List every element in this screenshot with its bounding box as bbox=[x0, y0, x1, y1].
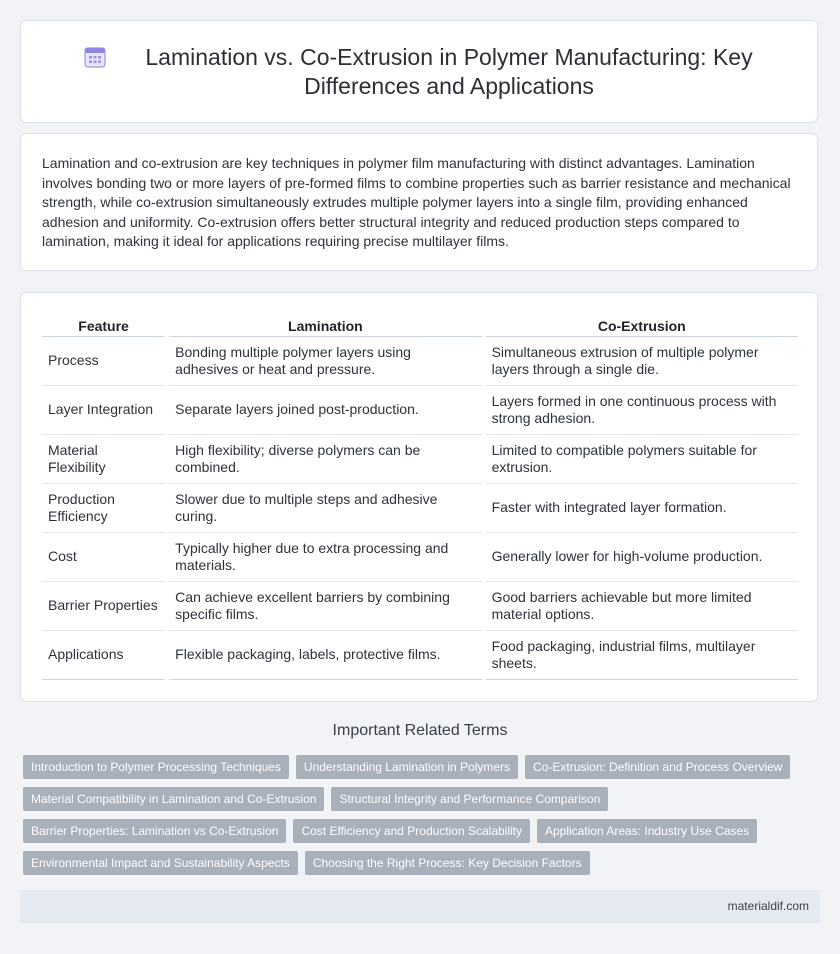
footer-site[interactable]: materialdif.com bbox=[727, 899, 809, 913]
comparison-table-card bbox=[20, 292, 818, 702]
footer bbox=[20, 890, 820, 923]
header-co-extrusion: Co-Extrusion bbox=[486, 316, 798, 337]
related-term-tag[interactable]: Understanding Lamination in Polymers bbox=[296, 755, 518, 779]
co-extrusion-cell: Layers formed in one continuous process with strong adhesion. bbox=[486, 386, 798, 435]
related-term-tag[interactable]: Cost Efficiency and Production Scalability bbox=[293, 819, 530, 843]
feature-cell: Applications bbox=[42, 631, 165, 680]
feature-cell: Production Efficiency bbox=[42, 484, 165, 533]
calendar-grid-icon bbox=[84, 46, 106, 68]
table-header-row bbox=[42, 316, 798, 337]
feature-cell: Process bbox=[42, 337, 165, 386]
feature-cell: Barrier Properties bbox=[42, 582, 165, 631]
related-term-tag[interactable]: Material Compatibility in Lamination and Co-Extrusion bbox=[23, 787, 324, 811]
table-row bbox=[42, 386, 798, 435]
co-extrusion-cell: Faster with integrated layer formation. bbox=[486, 484, 798, 533]
table-row bbox=[42, 631, 798, 680]
feature-cell: Cost bbox=[42, 533, 165, 582]
table-row bbox=[42, 435, 798, 484]
related-terms-row bbox=[23, 755, 803, 779]
related-terms-list bbox=[23, 755, 803, 883]
lamination-cell: Slower due to multiple steps and adhesive curing. bbox=[169, 484, 481, 533]
feature-cell: Material Flexibility bbox=[42, 435, 165, 484]
related-terms-title: Important Related Terms bbox=[332, 722, 508, 739]
lamination-cell: Bonding multiple polymer layers using adhesives or heat and pressure. bbox=[169, 337, 481, 386]
co-extrusion-cell: Food packaging, industrial films, multilayer sheets. bbox=[486, 631, 798, 680]
intro-card bbox=[20, 133, 818, 271]
feature-cell: Layer Integration bbox=[42, 386, 165, 435]
related-term-tag[interactable]: Introduction to Polymer Processing Techniques bbox=[23, 755, 289, 779]
table-row bbox=[42, 533, 798, 582]
related-term-tag[interactable]: Co-Extrusion: Definition and Process Overview bbox=[525, 755, 790, 779]
lamination-cell: Can achieve excellent barriers by combining specific films. bbox=[169, 582, 481, 631]
lamination-cell: High flexibility; diverse polymers can be combined. bbox=[169, 435, 481, 484]
comparison-table bbox=[42, 316, 798, 680]
related-terms-row bbox=[23, 787, 803, 811]
co-extrusion-cell: Limited to compatible polymers suitable for extrusion. bbox=[486, 435, 798, 484]
header-lamination: Lamination bbox=[169, 316, 481, 337]
related-term-tag[interactable]: Barrier Properties: Lamination vs Co-Extrusion bbox=[23, 819, 286, 843]
co-extrusion-cell: Simultaneous extrusion of multiple polymer layers through a single die. bbox=[486, 337, 798, 386]
related-terms-row bbox=[23, 819, 803, 843]
table-row bbox=[42, 582, 798, 631]
related-term-tag[interactable]: Choosing the Right Process: Key Decision Factors bbox=[305, 851, 590, 875]
header-feature: Feature bbox=[42, 316, 165, 337]
lamination-cell: Typically higher due to extra processing and materials. bbox=[169, 533, 481, 582]
related-terms-row bbox=[23, 851, 803, 875]
page-title: Lamination vs. Co-Extrusion in Polymer Manufacturing: Key Differences and Applications bbox=[145, 44, 753, 99]
title-card bbox=[20, 20, 818, 123]
lamination-cell: Separate layers joined post-production. bbox=[169, 386, 481, 435]
co-extrusion-cell: Generally lower for high-volume production. bbox=[486, 533, 798, 582]
related-term-tag[interactable]: Application Areas: Industry Use Cases bbox=[537, 819, 757, 843]
related-term-tag[interactable]: Environmental Impact and Sustainability Aspects bbox=[23, 851, 298, 875]
co-extrusion-cell: Good barriers achievable but more limited material options. bbox=[486, 582, 798, 631]
related-term-tag[interactable]: Structural Integrity and Performance Comparison bbox=[331, 787, 608, 811]
intro-paragraph: Lamination and co-extrusion are key techniques in polymer film manufacturing with distinct advantages. Lamination involves bonding two or more layers of pre-formed films to combine properties such as barrier resistance and mechanical strength, while co-extrusion simultaneously extrudes multiple polymer layers into a single film, providing enhanced adhesion and uniformity. Co-extrusion offers better structural integrity and reduced production steps compared to lamination, making it ideal for applications requiring precise multilayer films. bbox=[42, 155, 791, 250]
table-row bbox=[42, 484, 798, 533]
table-row bbox=[42, 337, 798, 386]
lamination-cell: Flexible packaging, labels, protective films. bbox=[169, 631, 481, 680]
